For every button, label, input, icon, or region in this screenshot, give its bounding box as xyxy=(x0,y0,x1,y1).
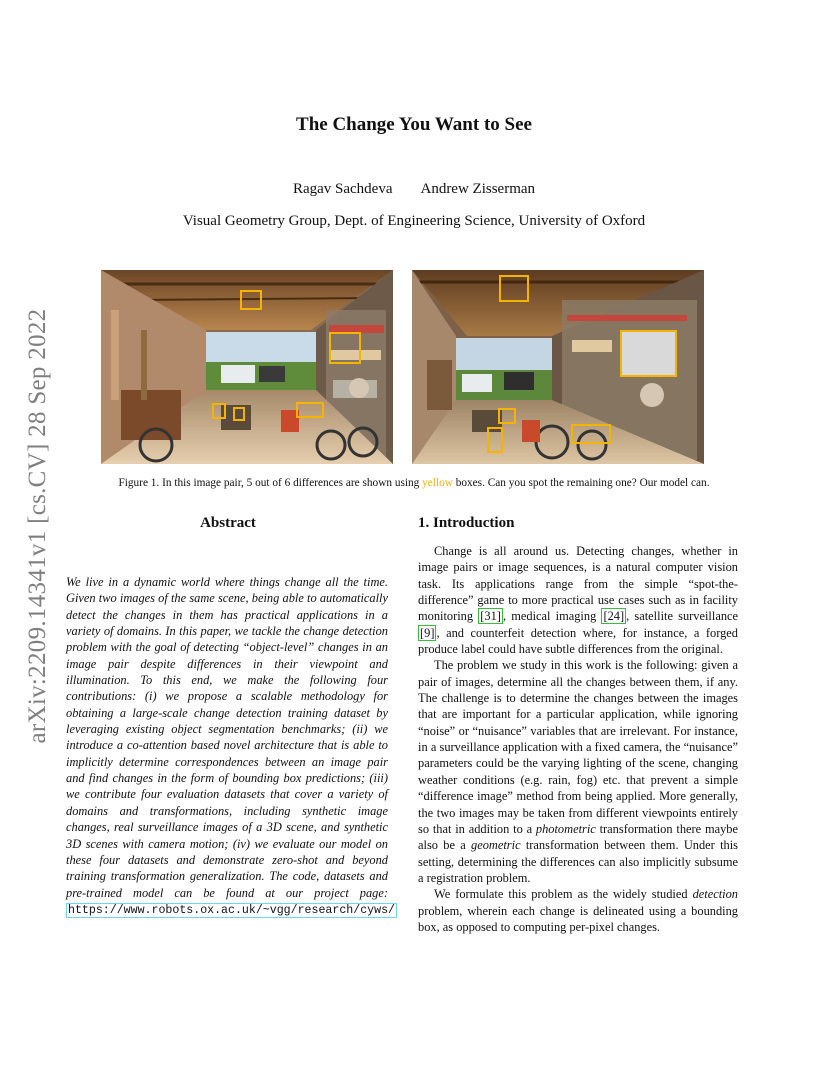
citation-link[interactable]: [24] xyxy=(603,609,625,624)
introduction-heading: 1. Introduction xyxy=(418,515,515,531)
project-page-link[interactable]: https://www.robots.ox.ac.uk/~vgg/research/cyws/ xyxy=(68,903,395,917)
author-name: Ragav Sachdeva xyxy=(292,181,393,197)
caption-highlight-word: yellow xyxy=(422,477,453,489)
intro-text: problem, wherein each change is delineated using a bounding box, as opposed to computing per-pixel changes. xyxy=(418,903,738,934)
intro-emphasis: geometric xyxy=(471,838,521,853)
intro-text: , medical imaging xyxy=(502,609,602,624)
intro-text: We formulate this problem as the widely studied xyxy=(434,887,693,902)
intro-text: The problem we study in this work is the following: given a pair of images, determine all the changes between them, if any. The challenge is to determine the changes between the images that are important for a particular application, while ignoring “noise” or “nuisance” variables that are irrelevant. For instance, in a surveillance application with a fixed camera, the “nuisance” parameters could be the varying lighting of the scene, changing weather conditions (e.g. rain, fog) etc. that prevent a simple “difference image” method from being applied. More generally, the two images may be taken from different viewpoints entirely so that in addition to a xyxy=(418,658,738,836)
intro-paragraph xyxy=(418,886,738,935)
intro-text: transformation there maybe also be a xyxy=(418,821,738,853)
figure-image-right xyxy=(412,270,704,464)
citation-link[interactable]: [31] xyxy=(480,609,501,624)
intro-text: , satellite surveillance xyxy=(626,609,739,624)
caption-text: boxes. Can you spot the remaining one? Our model can. xyxy=(452,477,710,489)
arxiv-identifier: arXiv:2209.14341v1 [cs.CV] 28 Sep 2022 xyxy=(24,308,51,744)
garage-photo-left xyxy=(101,270,393,464)
abstract-text: We live in a dynamic world where things change all the time. Given two images of the same scene, being able to automatically detect the changes in them has practical applications in a variety of domains. In this paper, we tackle the change detection problem with the goal of detecting “object-level” changes in an image pair despite differences in their viewpoint and illumination. To this end, we make the following four contributions: (i) we propose a scalable methodology for obtaining a large-scale change detection training dataset by leveraging existing object segmentation benchmarks; (ii) we introduce a co-attention based novel architecture that is able to implicitly determine correspondences between an image pair and find changes in the form of bounding box predictions; (iii) we contribute four evaluation datasets that cover a variety of domains and transformations, including synthetic image changes, real surveillance images of a 3D scene, and synthetic 3D scenes with camera motion; (iv) we evaluate our model on these four datasets and demonstrate zero-shot and beyond training transformation generalization. The code, datasets and pre-trained model can be found at our project page: xyxy=(66,575,388,900)
intro-paragraph xyxy=(418,543,738,657)
introduction-body xyxy=(418,543,738,935)
citation-link[interactable]: [9] xyxy=(420,625,435,640)
author-list xyxy=(0,181,828,198)
figure-image-left xyxy=(101,270,393,464)
paper-title: The Change You Want to See xyxy=(296,114,532,135)
intro-emphasis: photometric xyxy=(535,821,596,836)
intro-text: Change is all around us. Detecting changes, whether in image pairs or image sequences, is a natural computer vision task. Its applications range from the simple “spot-the-difference” game to more practical use cases such as in facility monitoring xyxy=(418,544,738,624)
garage-photo-right xyxy=(412,270,704,464)
caption-text: Figure 1. In this image pair, 5 out of 6 differences are shown using xyxy=(118,477,423,489)
figure-caption xyxy=(0,477,828,489)
author-name: Andrew Zisserman xyxy=(420,181,536,197)
intro-text: transformation between them. Under this setting, determining the differences can also implicitly subsume a registration problem. xyxy=(418,838,738,885)
intro-text: , and counterfeit detection where, for instance, a forged produce label could have subtle differences from the original. xyxy=(418,625,738,657)
intro-paragraph xyxy=(418,657,738,886)
intro-emphasis: detection xyxy=(692,887,738,902)
abstract-heading: Abstract xyxy=(200,515,256,531)
affiliation: Visual Geometry Group, Dept. of Engineering Science, University of Oxford xyxy=(182,213,646,229)
abstract-body xyxy=(66,574,395,919)
